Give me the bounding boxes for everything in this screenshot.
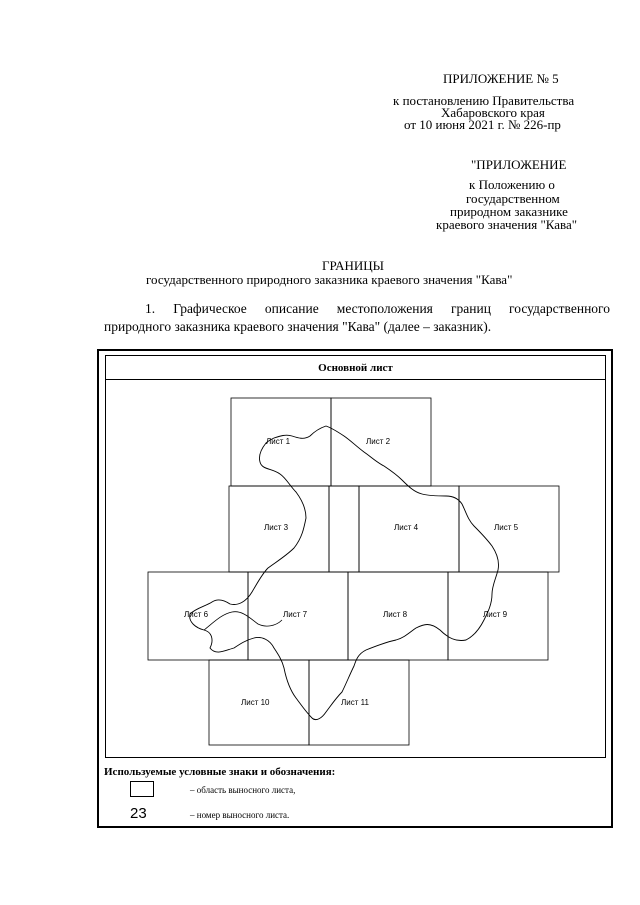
sheet-label-5: Лист 5: [494, 523, 519, 532]
sub-appendix-title: "ПРИЛОЖЕНИЕ: [471, 157, 567, 172]
appendix-line-2: Хабаровского края: [441, 105, 545, 120]
sheet-label-7: Лист 7: [283, 610, 308, 619]
sub-appendix-line-4: краевого значения "Кава": [436, 217, 578, 232]
main-sheet-label: Основной лист: [106, 356, 605, 380]
sub-appendix-line-1: к Положению о: [469, 177, 555, 192]
sheet-label-8: Лист 8: [383, 610, 408, 619]
sheet-label-3: Лист 3: [264, 523, 289, 532]
document-subtitle: государственного природного заказника краевого значения "Кава": [146, 272, 513, 287]
legend-area-symbol: [130, 781, 154, 797]
sub-appendix-line-3: природном заказнике: [450, 204, 568, 219]
sheet-label-4: Лист 4: [394, 523, 419, 532]
legend-area-text: – область выносного листа,: [190, 785, 296, 795]
paragraph-line-1: 1. Графическое описание местоположения границ государственного: [145, 301, 610, 316]
legend-title: Используемые условные знаки и обозначения:: [104, 766, 336, 778]
document-title: ГРАНИЦЫ: [322, 258, 384, 273]
paragraph-line-2: природного заказника краевого значения "Кава" (далее – заказник).: [104, 319, 492, 334]
sheet-label-6: Лист 6: [184, 610, 209, 619]
reserve-boundary: [190, 426, 499, 720]
inner-boundary-line: [204, 612, 282, 630]
sheet-label-9: Лист 9: [483, 610, 508, 619]
sheet-3-strip: [329, 486, 359, 572]
legend-number-text: – номер выносного листа.: [190, 810, 290, 820]
sheet-label-2: Лист 2: [366, 437, 391, 446]
legend-number-sample: 23: [130, 805, 147, 822]
appendix-title: ПРИЛОЖЕНИЕ № 5: [443, 71, 559, 86]
sub-appendix-line-2: государственном: [466, 191, 560, 206]
sheet-label-10: Лист 10: [241, 698, 270, 707]
appendix-line-3: от 10 июня 2021 г. № 226-пр: [404, 117, 561, 132]
appendix-line-1: к постановлению Правительства: [393, 93, 575, 108]
sheet-label-11: Лист 11: [341, 698, 369, 707]
sheet-label-1: Лист 1: [266, 437, 291, 446]
